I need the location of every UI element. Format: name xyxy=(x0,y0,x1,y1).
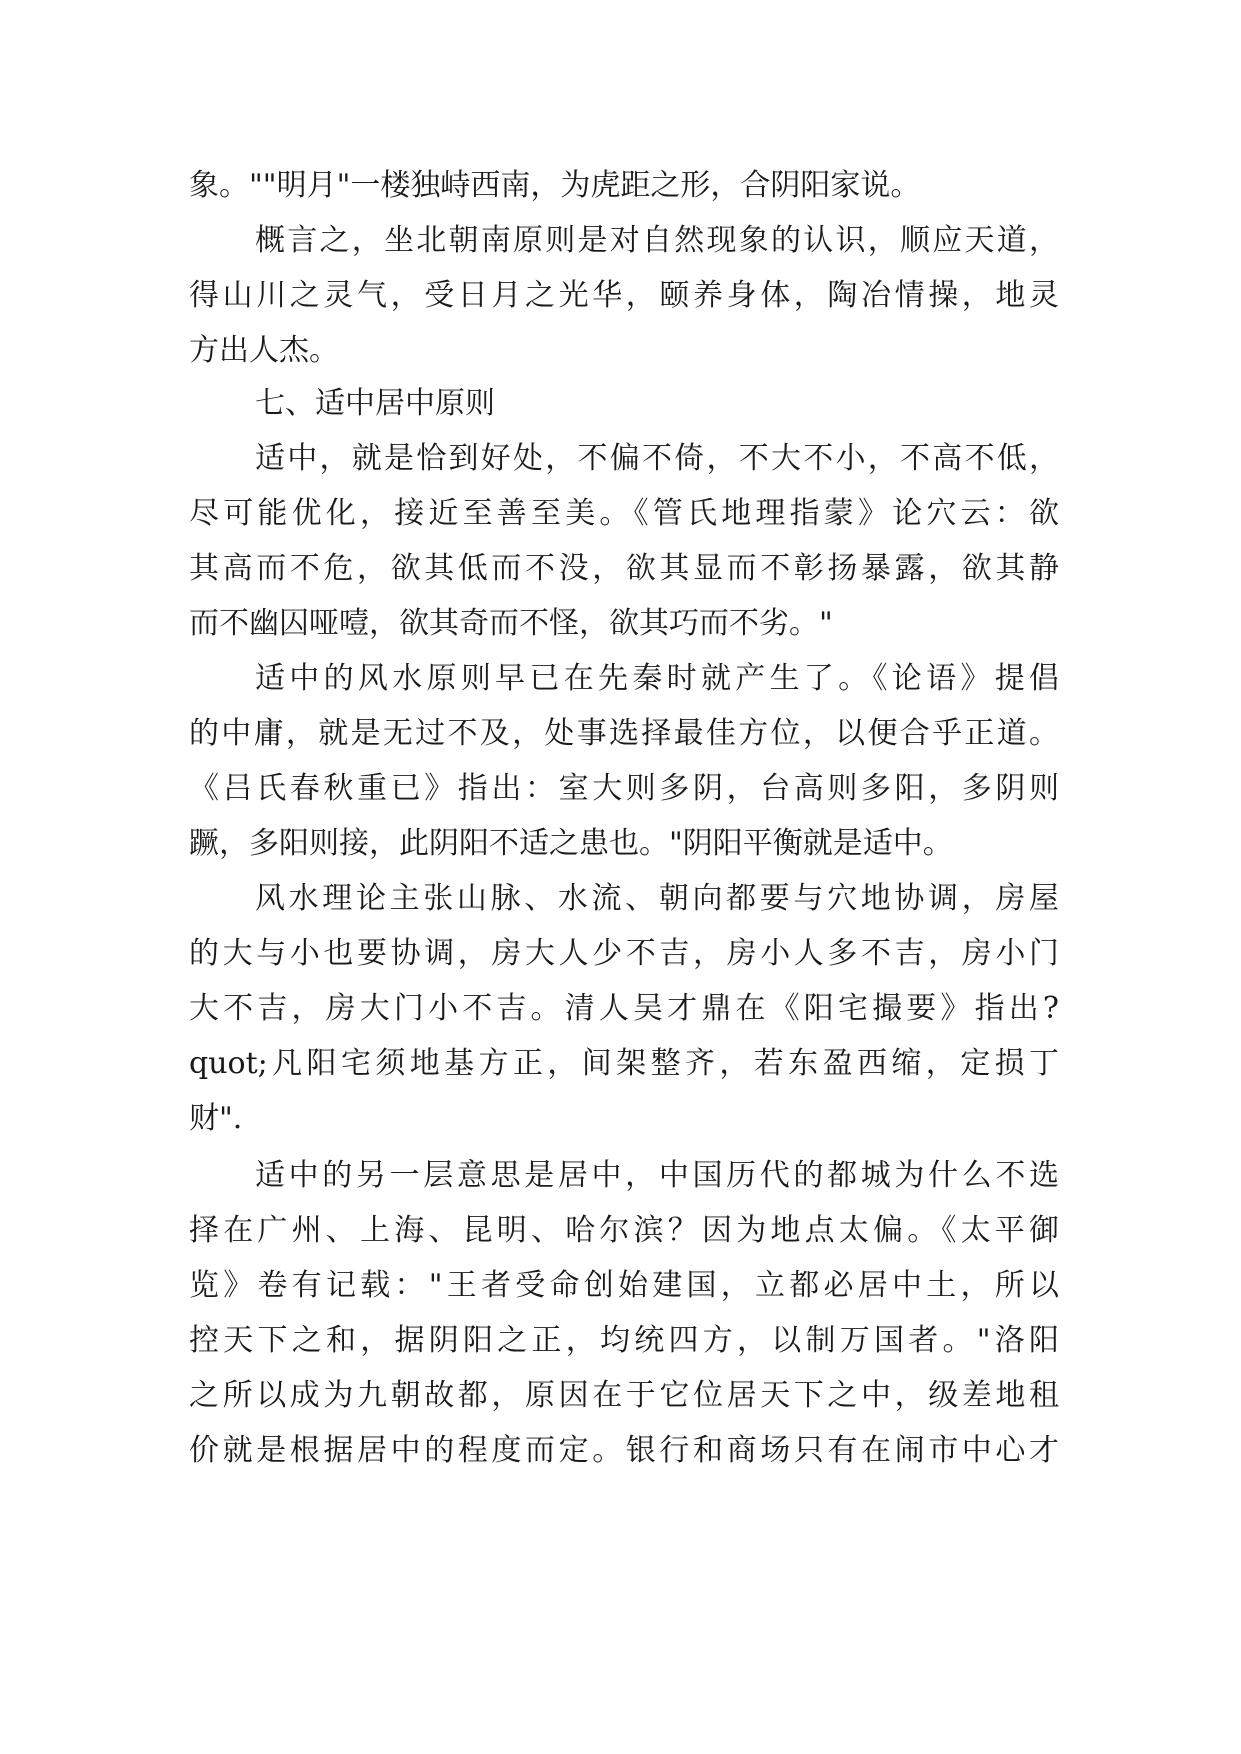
text-line: 而不幽囚哑噎，欲其奇而不怪，欲其巧而不劣。" xyxy=(189,606,833,641)
text-line: 适中的另一层意思是居中，中国历代的都城为什么不选 xyxy=(255,1158,1059,1193)
text-line: 象。""明月"一楼独峙西南，为虎距之形，合阴阳家说。 xyxy=(189,168,921,203)
text-line: 适中的风水原则早已在先秦时就产生了。《论语》提倡 xyxy=(255,661,1059,696)
text-line: 《吕氏春秋重已》指出：室大则多阴，台高则多阳，多阴则 xyxy=(189,771,1059,806)
text-line: 之所以成为九朝故都，原因在于它位居天下之中，级差地租 xyxy=(189,1378,1059,1413)
text-line: 概言之，坐北朝南原则是对自然现象的认识，顺应天道， xyxy=(255,223,1059,258)
text-line: 得山川之灵气，受日月之光华，颐养身体，陶冶情操，地灵 xyxy=(189,278,1059,313)
text-line: 蹶，多阳则接，此阴阳不适之患也。"阴阳平衡就是适中。 xyxy=(189,826,953,861)
text-line: 的大与小也要协调，房大人少不吉，房小人多不吉，房小门 xyxy=(189,936,1059,971)
text-line: 适中，就是恰到好处，不偏不倚，不大不小，不高不低， xyxy=(255,441,1059,476)
text-line: 大不吉，房大门小不吉。清人吴才鼎在《阳宅撮要》指出? xyxy=(189,991,1059,1026)
text-line: 风水理论主张山脉、水流、朝向都要与穴地协调，房屋 xyxy=(255,881,1059,916)
text-line: 尽可能优化，接近至善至美。《管氏地理指蒙》论穴云：欲 xyxy=(189,496,1059,531)
section-heading: 七、适中居中原则 xyxy=(255,386,495,421)
text-line: 览》卷有记载："王者受命创始建国，立都必居中土，所以 xyxy=(189,1268,1059,1303)
text-line: 择在广州、上海、昆明、哈尔滨？因为地点太偏。《太平御 xyxy=(189,1213,1059,1248)
text-line: 价就是根据居中的程度而定。银行和商场只有在闹市中心才 xyxy=(189,1433,1059,1468)
text-line: 方出人杰。 xyxy=(189,333,339,368)
text-line: 的中庸，就是无过不及，处事选择最佳方位，以便合乎正道。 xyxy=(189,716,1059,751)
text-line: quot;凡阳宅须地基方正，间架整齐，若东盈西缩，定损丁 xyxy=(189,1046,1059,1081)
text-line: 其高而不危，欲其低而不没，欲其显而不彰扬暴露，欲其静 xyxy=(189,551,1059,586)
text-line: 控天下之和，据阴阳之正，均统四方，以制万国者。"洛阳 xyxy=(189,1323,1059,1358)
text-line: 财". xyxy=(189,1101,243,1136)
